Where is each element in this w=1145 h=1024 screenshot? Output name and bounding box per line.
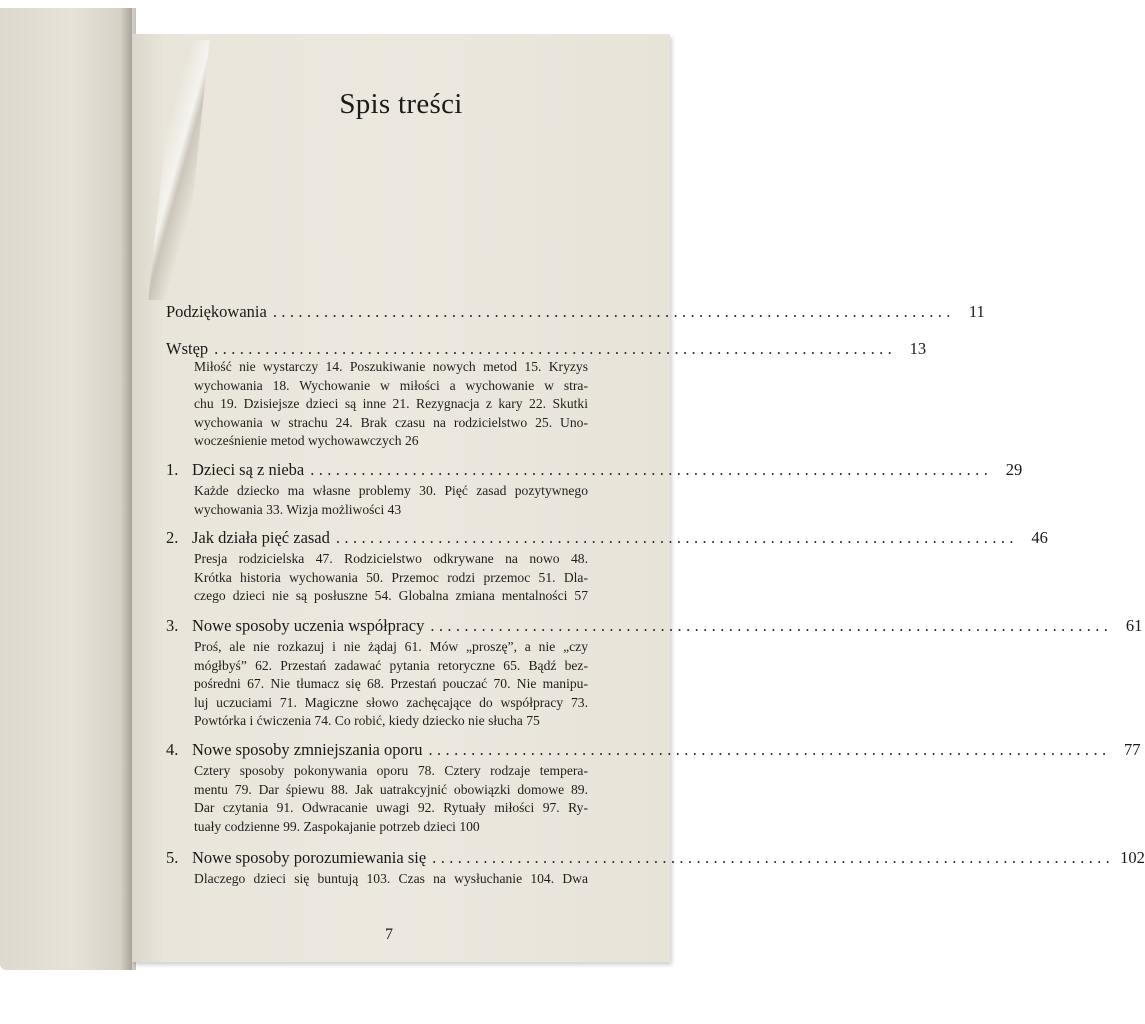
subtopic-line: mógłbyś” 62. Przestań zadawać pytania retoryczne 65. Bądź bez- [194,657,588,673]
toc-entry-subtopics [194,638,588,731]
leader-dots: ................................................................................ [310,460,993,479]
subtopic-line: Każde dziecko ma własne problemy 30. Pięć zasad pozytywnego [194,483,588,498]
toc-entry-page: 13 [909,339,927,358]
toc-entry-subtopics [194,482,588,519]
toc-entry-subtopics [194,550,588,606]
toc-entry-page: 61 [1125,616,1143,635]
subtopic-line: wychowania 18. Wychowanie w miłości a wychowanie w stra- [194,377,588,393]
subtopic-line: tuały codzienne 99. Zaspokajanie potrzeb dzieci 100 [194,818,480,834]
subtopic-line: luj uczuciami 71. Magiczne słowo zachęcające do współpracy 73. [194,694,588,710]
toc-entry-title: Nowe sposoby zmniejszania oporu [192,740,423,759]
toc-entry-chapter-3 [166,616,1143,638]
toc-entry-number: 3. [166,616,179,635]
leader-dots: ................................................................................ [428,740,1111,759]
leader-dots: ................................................................................ [432,848,1115,867]
subtopic-line: wychowania 33. Wizja możliwości 43 [194,501,402,517]
toc-entry-title: Jak działa pięć zasad [192,528,330,547]
subtopic-line: Miłość nie wystarczy 14. Poszukiwanie nowych metod 15. Kryzys [194,359,588,374]
toc-entry-title: Nowe sposoby uczenia współpracy [192,616,425,635]
leader-dots: ................................................................................ [272,302,955,321]
toc-entry-title: Podziękowania [166,302,267,321]
leader-dots: ................................................................................ [335,528,1018,547]
toc-entry-page: 102 [1120,848,1145,867]
subtopic-line: Dar czytania 91. Odwracanie uwagi 92. Rytuały miłości 97. Ry- [194,800,588,815]
subtopic-line: Dlaczego dzieci się buntują 103. Czas na wysłuchanie 104. Dwa [194,871,588,886]
toc-entry-subtopics [194,762,588,836]
toc-entry-title: Nowe sposoby porozumiewania się [192,848,427,867]
toc-entry-chapter-4 [166,740,1141,762]
toc-entry-title: Dzieci są z nieba [192,460,305,479]
page-number: 7 [385,926,393,943]
subtopic-line: wocześnienie metod wychowawczych 26 [194,433,419,448]
toc-entry-chapter-5 [166,848,1145,870]
subtopic-line: wychowania w strachu 24. Brak czasu na rodzicielstwo 25. Uno- [194,414,588,430]
page-title: Spis treści [339,88,463,120]
subtopic-line: Proś, ale nie rozkazuj i nie żądaj 61. Mów „proszę”, a nie „czy [194,639,588,654]
toc-entry-number: 5. [166,848,179,867]
subtopic-line: Powtórka i ćwiczenia 74. Co robić, kiedy dziecko nie słucha 75 [194,713,540,728]
toc-entry-subtopics [194,870,588,889]
subtopic-line: Presja rodzicielska 47. Rodzicielstwo odkrywane na nowo 48. [194,551,588,566]
toc-entry-page: 11 [968,302,985,321]
toc-entry-title: Wstęp [166,339,209,358]
facing-page-left [0,8,132,970]
toc-entry-page: 29 [1005,460,1023,479]
subtopic-line: chu 19. Dzisiejsze dzieci są inne 21. Rezygnacja z kary 22. Skutki [194,396,588,411]
toc-entry-subtopics [194,358,588,451]
subtopic-line: pośredni 67. Nie tłumacz się 68. Przestań pouczać 70. Nie manipu- [194,676,588,691]
toc-entry-page: 46 [1031,528,1048,547]
leader-dots: ................................................................................ [430,616,1113,635]
leader-dots: ................................................................................ [214,339,897,358]
subtopic-line: Krótka historia wychowania 50. Przemoc rodzi przemoc 51. Dla- [194,569,588,585]
toc-entry-number: 1. [166,460,179,479]
subtopic-line: mentu 79. Dar śpiewu 88. Jak uatrakcyjnić obowiązki domowe 89. [194,781,588,797]
toc-entry-acknowledgements [166,302,985,324]
subtopic-line: czego dzieci nie są posłuszne 54. Globalna zmiana mentalności 57 [194,588,588,603]
toc-entry-page: 77 [1124,740,1141,759]
toc-entry-number: 2. [166,528,179,547]
subtopic-line: Cztery sposoby pokonywania oporu 78. Cztery rodzaje tempera- [194,763,588,778]
toc-entry-chapter-1 [166,460,1023,482]
toc-entry-number: 4. [166,740,179,759]
toc-entry-chapter-2 [166,528,1048,550]
